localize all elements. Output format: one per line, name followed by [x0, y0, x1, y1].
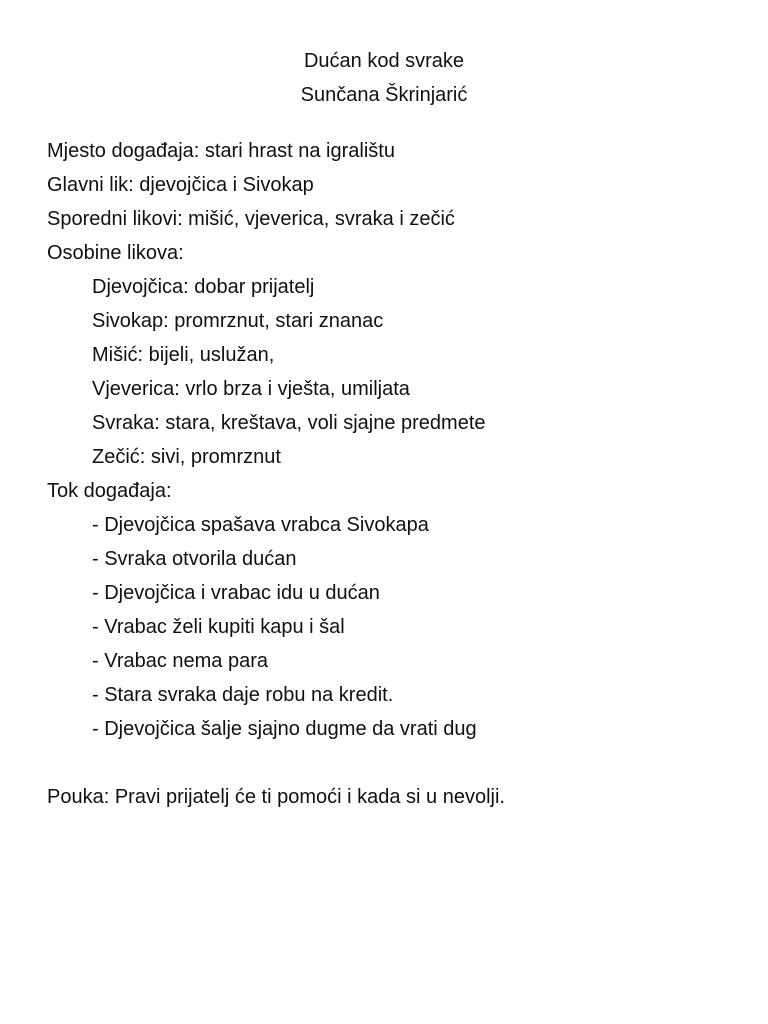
event-item: - Djevojčica i vrabac idu u dućan	[92, 582, 380, 604]
traits-list	[47, 270, 748, 474]
side-characters-line: Sporedni likovi: mišić, vjeverica, svraka i zečić	[47, 208, 455, 230]
trait-item: Vjeverica: vrlo brza i vješta, umiljata	[92, 378, 410, 400]
events-list	[47, 508, 748, 746]
document-title: Dućan kod svrake	[303, 50, 465, 72]
blank-line	[47, 746, 748, 780]
trait-item: Sivokap: promrznut, stari znanac	[92, 310, 384, 332]
events-heading: Tok događaja:	[47, 480, 172, 502]
event-item: - Vrabac nema para	[92, 650, 269, 672]
event-item: - Djevojčica spašava vrabca Sivokapa	[92, 514, 429, 536]
traits-heading: Osobine likova:	[47, 242, 184, 264]
trait-item: Djevojčica: dobar prijatelj	[92, 276, 315, 298]
trait-item: Zečić: sivi, promrznut	[92, 446, 281, 468]
document-body	[47, 134, 748, 814]
main-character-line: Glavni lik: djevojčica i Sivokap	[47, 174, 314, 196]
event-item: - Vrabac želi kupiti kapu i šal	[92, 616, 345, 638]
document-author: Sunčana Škrinjarić	[300, 84, 468, 106]
trait-item: Mišić: bijeli, uslužan,	[92, 344, 275, 366]
event-item: - Svraka otvorila dućan	[92, 548, 297, 570]
title-block	[0, 44, 768, 112]
event-item: - Djevojčica šalje sjajno dugme da vrati dug	[92, 718, 477, 740]
setting-line: Mjesto događaja: stari hrast na igralištu	[47, 140, 395, 162]
event-item: - Stara svraka daje robu na kredit.	[92, 684, 394, 706]
trait-item: Svraka: stara, kreštava, voli sjajne predmete	[92, 412, 486, 434]
moral-line: Pouka: Pravi prijatelj će ti pomoći i kada si u nevolji.	[47, 786, 505, 808]
